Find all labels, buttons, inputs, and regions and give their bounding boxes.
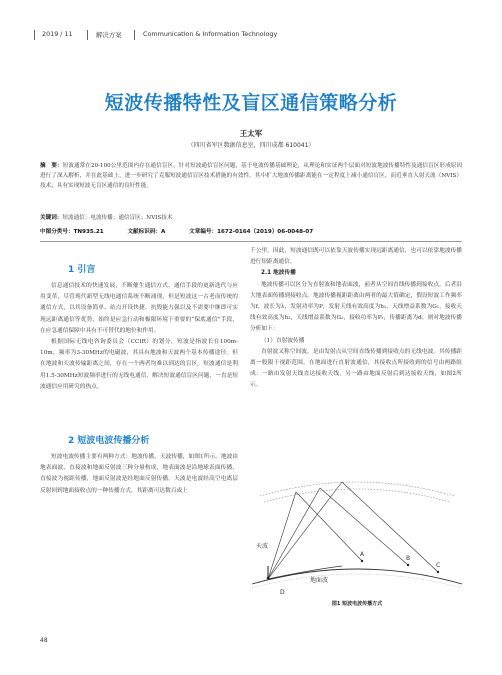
section-1-body bbox=[40, 281, 238, 393]
header-column: 解决方案 bbox=[96, 31, 122, 39]
subsection-heading: 2.1 地波传播 bbox=[261, 270, 296, 277]
header-rule bbox=[134, 30, 135, 40]
label-sky-wave: 天波 bbox=[256, 543, 269, 550]
receiver-point-b bbox=[407, 564, 409, 566]
ionosphere-layer-inner bbox=[264, 489, 450, 502]
header-rule bbox=[34, 30, 35, 40]
receiver-point-a bbox=[361, 560, 363, 562]
label-b: B bbox=[406, 555, 411, 562]
section-2-heading: 2 短波电波传播分析 bbox=[68, 436, 150, 446]
clc-number: 中图分类号：TN935.21 bbox=[40, 229, 104, 235]
sky-wave-ray-up-1 bbox=[268, 488, 320, 579]
author: 王太军 bbox=[239, 129, 263, 138]
affiliation: （四川省军区数据信息室，四川成都 610041） bbox=[187, 142, 315, 149]
right-column-body bbox=[250, 246, 462, 392]
earth-surface bbox=[252, 569, 462, 584]
sky-wave-ray-up-3 bbox=[268, 492, 296, 579]
header-divider bbox=[40, 241, 462, 242]
article-title: 短波传播特性及盲区通信策略分析 bbox=[104, 92, 398, 114]
document-code: 文献标识码：A bbox=[127, 229, 166, 235]
header-rule bbox=[87, 30, 88, 40]
section-1-heading: 1 引言 bbox=[68, 265, 96, 275]
label-a: A bbox=[360, 551, 365, 558]
keywords bbox=[40, 213, 462, 221]
running-header bbox=[0, 28, 502, 42]
article-meta bbox=[40, 227, 462, 235]
subsubsection-heading: （1）直射波传播 bbox=[261, 337, 305, 344]
keywords-label: 关键词： bbox=[40, 215, 63, 221]
paragraph: 直射波又称空间波，是由发射点从空间直线传播到接收点的无线电波。其传播距离一般限于视距范围。在地面进行直射波通信，其接收点所接收到的信号由两路组成：一路由发射天线直达接收天线，另一路由地面反射后到达接收天线，如图2所示。 bbox=[250, 348, 462, 389]
article-number: 文章编号：1672-0164（2019）06-0048-07 bbox=[189, 229, 314, 235]
sky-wave-ray-up-2 bbox=[268, 482, 342, 579]
paragraph: 信息通信技术的快速发展，不断催生通信方式、通信手段的更新迭代与应用变革，尽管现代新型无线电通信系统不断涌现，但是短波这一古老而传统的通信方式，以其设备简单、站点开设快捷、抗毁能力强以及不需要中继即可实现远距离通信等优势，始终是应急行动和极限环境下重要的“保底通信”手段，在应急通信保障中具有不可替代的地位和作用。 bbox=[40, 283, 238, 334]
paragraph: 千公里。因此，短波通信既可以依靠天波传播实现远距离通信，也可以依靠地波传播进行短距离通信。 bbox=[250, 248, 462, 266]
section-2-body-left bbox=[40, 452, 238, 497]
abstract-text: 短波通常在20-100公里范围内存在通信盲区，针对短波通信盲区问题，基于电波传播基础理论，从理论和实证两个层面对短波地波传播特性及通信盲区形成原因进行了深入解析，并在此基础上，进一步研究了克服短波通信盲区技术措施的有效性。其中扩大地波传播距离能在一定程度上减小通信盲区，而近垂直入射天波（NVIS）技术，具有实现短波无盲区通信的良好性能。 bbox=[40, 163, 462, 190]
paragraph: 短波电波传播主要有两种方式：地波传播、天波传播，如图1所示。地波由地表面波、直接波和地面反射波三种分量构成，地表面波是沿地球表面传播，直接波为视距传播，地面反射波是经地面反射传播。天波是电波经高空电离层反射回到地面接收点的一种传播方式，其距离可达数百或上 bbox=[40, 454, 238, 494]
sky-wave-ray-down-2 bbox=[342, 482, 441, 572]
header-journal: Communication & Information Technology bbox=[143, 30, 278, 38]
receiver-point-c bbox=[437, 571, 439, 573]
label-ground-wave: 地面波 bbox=[310, 577, 329, 584]
label-d: D bbox=[280, 589, 285, 596]
header-year-issue: 2019 / 11 bbox=[42, 30, 73, 38]
transmitter-dot bbox=[267, 577, 270, 580]
label-c: C bbox=[436, 562, 441, 569]
abstract bbox=[40, 161, 462, 192]
paragraph: 地波传播可以区分为直射波和地表面波，前者从空间直线传播到接收点，后者沿大地表面传播到接收点。地波传播视距距离由两者的最大值确定，假设短波工作频率为f，波长为λ，发射功率为P，发射天线有效高度为h₁，天线增益系数为G₁，接收天线有效高度为h₂，天线增益系数为G₂，接收功率为Pᵣ，传播距离为d，则对地波传播分析如下： bbox=[250, 281, 462, 333]
figure-1-propagation-diagram bbox=[250, 466, 464, 598]
page-number: 48 bbox=[40, 637, 48, 644]
keywords-text: 短波通信；电波传播；通信盲区；NVIS技术 bbox=[62, 215, 173, 221]
paragraph: 根据国际无线电咨询委员会（CCIR）的划分，短波是指波长在100m-10m，频率为3-30MHz的电磁波，其具有地波和天波两个基本传播途径。但在地波和天波传输距离之间，存在一个两者均难以到达的盲区。短波通信是利用1.5-30MHz短波频率进行的无线电通信，解决短波通信盲区问题，一直是短波通信应用研究的热点。 bbox=[40, 339, 238, 390]
abstract-label: 摘 要： bbox=[40, 163, 63, 169]
figure-caption: 图1 短波电波传播方式 bbox=[331, 601, 383, 607]
sky-wave-ray-down-3 bbox=[296, 492, 362, 561]
